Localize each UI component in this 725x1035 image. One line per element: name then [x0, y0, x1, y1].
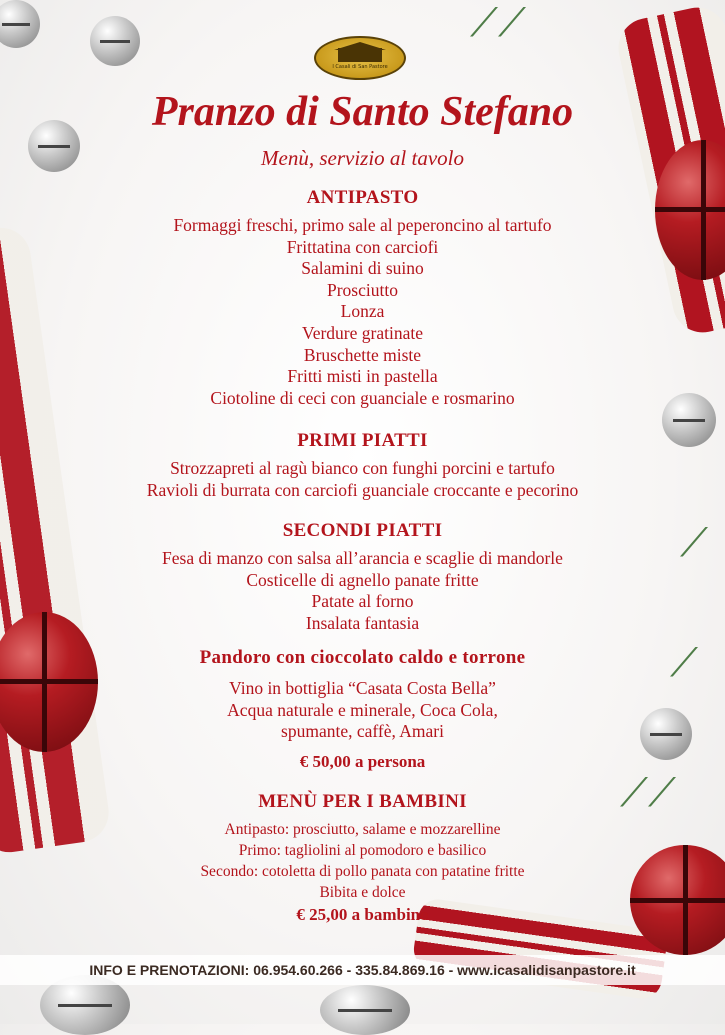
menu-item: Frittatina con carciofi [286, 236, 439, 257]
section-heading: ANTIPASTO [306, 187, 419, 208]
page-title: Pranzo di Santo Stefano [151, 89, 574, 135]
menu-item: Ravioli di burrata con carciofi guanciale croccante e pecorino [146, 479, 579, 500]
jingle-bell-icon [320, 985, 410, 1035]
secondi-section [0, 518, 725, 634]
kids-price: € 25,00 a bambino [296, 905, 429, 924]
jingle-bell-icon [0, 0, 40, 48]
section-heading: PRIMI PIATTI [297, 430, 428, 451]
menu-item: Fesa di manzo con salsa all’arancia e scaglie di mandorle [162, 548, 563, 568]
menu-item: Ciotoline di ceci con guanciale e rosmarino [210, 387, 515, 408]
menu-item: Lonza [340, 301, 385, 322]
adult-price-section [0, 752, 725, 772]
drinks-section [0, 678, 725, 743]
contact-footer: INFO E PRENOTAZIONI: 06.954.60.266 - 335.84.869.16 - www.icasalidisanpastore.it [0, 955, 725, 985]
dessert-section [0, 645, 725, 675]
pine-branch-icon: ⟋⟋ [470, 0, 526, 46]
pine-branch-icon: ⟋ [680, 520, 708, 566]
jingle-bell-icon [90, 16, 140, 66]
pine-branch-icon: ⟋ [670, 640, 698, 686]
menu-item: Strozzapreti al ragù bianco con funghi porcini e tartufo [170, 458, 555, 478]
antipasto-section [0, 185, 725, 409]
menu-item: Insalata fantasia [305, 612, 420, 633]
adult-price: € 50,00 a persona [299, 752, 426, 771]
kids-menu-item: Antipasto: prosciutto, salame e mozzarelline [224, 821, 501, 838]
primi-section [0, 428, 725, 501]
logo-text: I Casali di San Pastore [332, 64, 388, 70]
pine-branch-icon: ⟋⟋ [620, 770, 676, 816]
menu-item: Prosciutto [327, 279, 398, 300]
kids-menu-item: Primo: tagliolini al pomodoro e basilico [238, 842, 487, 859]
restaurant-logo [314, 36, 406, 80]
page-subtitle: Menù, servizio al tavolo [261, 146, 464, 170]
menu-item: Costicelle di agnello panate fritte [246, 569, 479, 590]
dessert-item: Pandoro con cioccolato caldo e torrone [199, 647, 526, 668]
kids-menu-item: Bibita e dolce [319, 884, 406, 901]
menu-item: Patate al forno [311, 591, 414, 612]
drink-item: spumante, caffè, Amari [281, 721, 444, 742]
menu-item: Formaggi freschi, primo sale al peperoncino al tartufo [173, 215, 552, 235]
menu-item: Fritti misti in pastella [287, 366, 438, 387]
drink-item: Vino in bottiglia “Casata Costa Bella” [229, 678, 496, 698]
menu-item: Salamini di suino [301, 258, 424, 279]
section-heading: MENÙ PER I BAMBINI [258, 791, 467, 812]
section-heading: SECONDI PIATTI [282, 520, 443, 541]
kids-section [0, 789, 725, 925]
house-icon [338, 48, 382, 62]
kids-menu-item: Secondo: cotoletta di pollo panata con patatine fritte [200, 863, 525, 880]
drink-item: Acqua naturale e minerale, Coca Cola, [227, 699, 498, 720]
menu-item: Verdure gratinate [302, 322, 423, 343]
menu-item: Bruschette miste [303, 344, 422, 365]
